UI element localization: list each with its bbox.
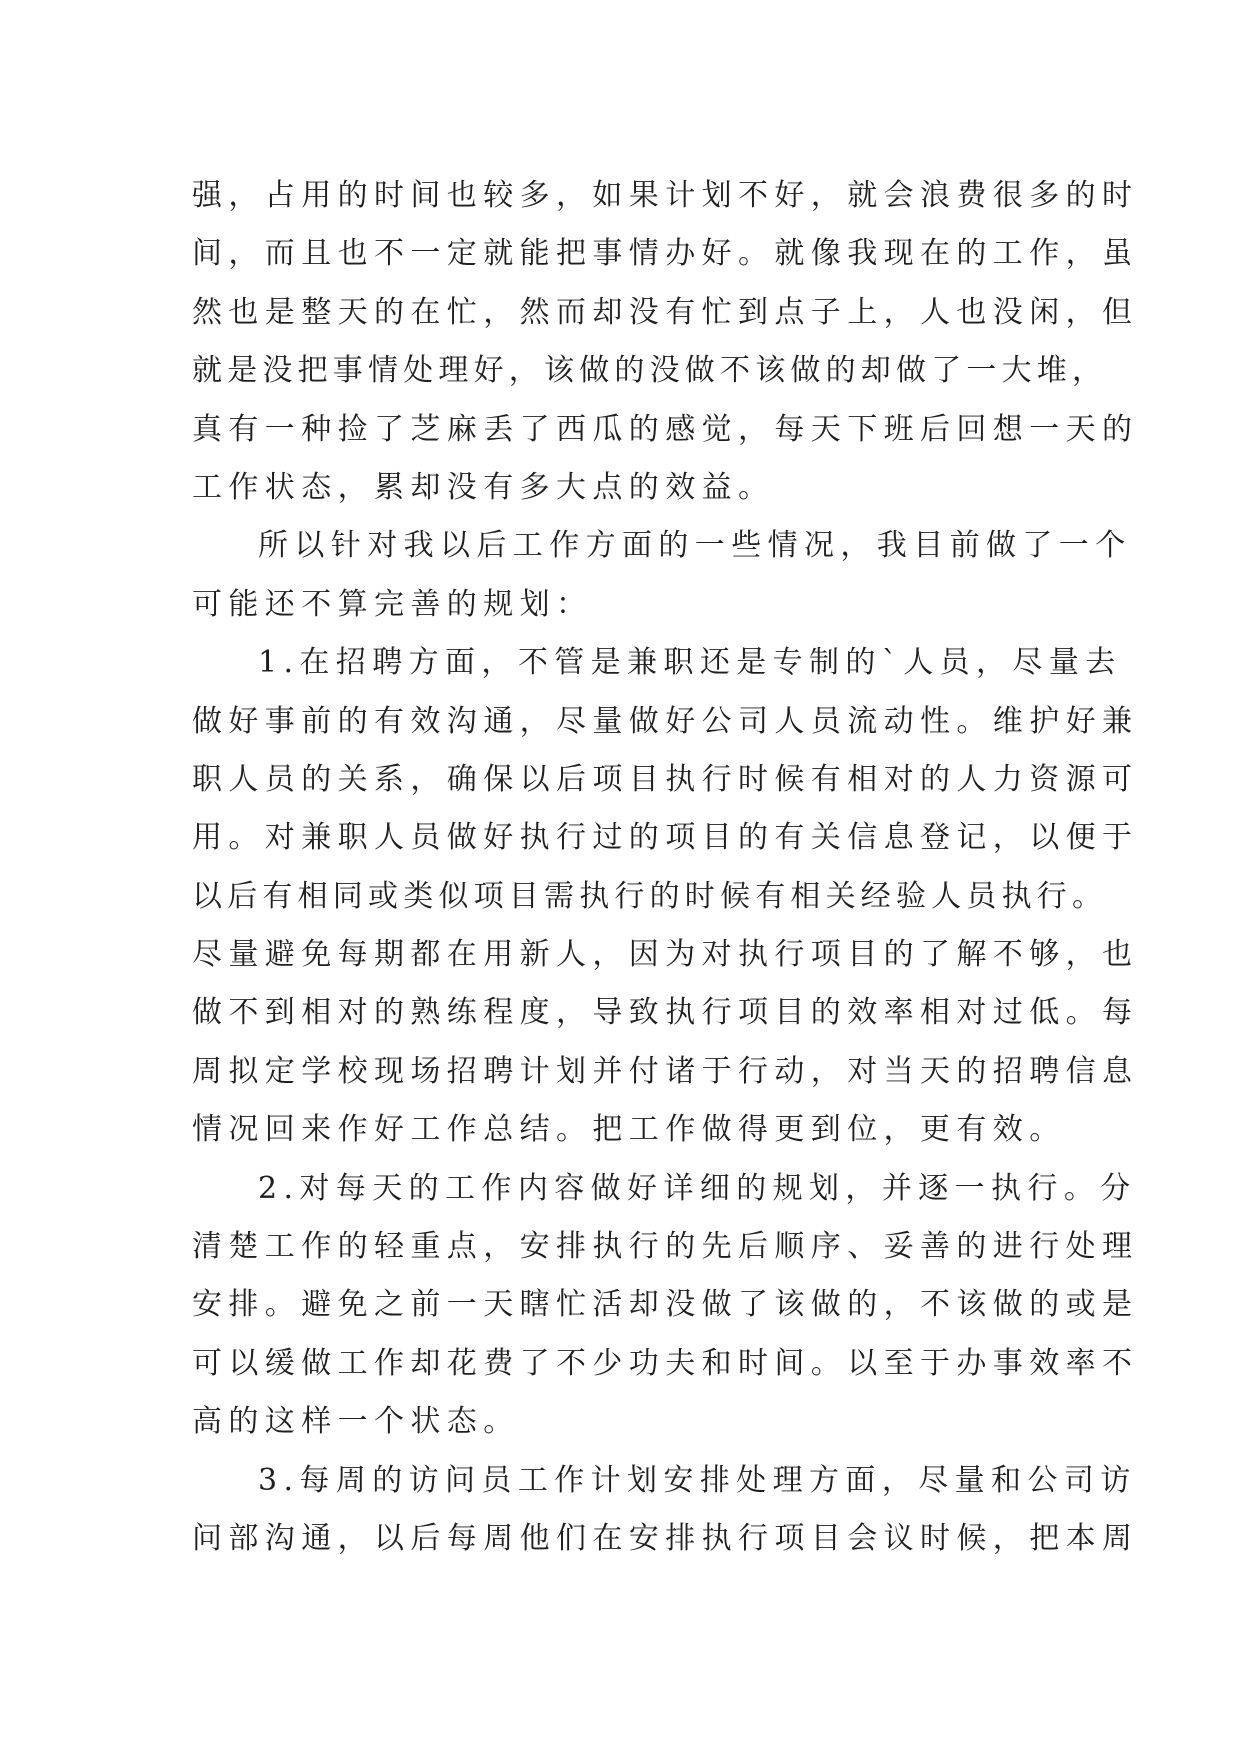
text-line: 可以缓做工作却花费了不少功夫和时间。以至于办事效率不 bbox=[192, 1345, 1139, 1381]
text-line: 可能还不算完善的规划： bbox=[192, 586, 593, 622]
text-line: 强，占用的时间也较多，如果计划不好，就会浪费很多的时 bbox=[192, 178, 1139, 213]
text-line: 工作状态，累却没有多大点的效益。 bbox=[192, 469, 775, 505]
text-line: 尽量避免每期都在用新人，因为对执行项目的了解不够，也 bbox=[192, 937, 1139, 973]
text-line: 周拟定学校现场招聘计划并付诸于行动，对当天的招聘信息 bbox=[192, 1053, 1139, 1089]
text-line: 高的这样一个状态。 bbox=[192, 1404, 520, 1440]
text-line: 然也是整天的在忙，然而却没有忙到点子上，人也没闲，但 bbox=[192, 294, 1139, 330]
text-line: 间，而且也不一定就能把事情办好。就像我现在的工作，虽 bbox=[192, 236, 1139, 272]
text-line: 职人员的关系，确保以后项目执行时候有相对的人力资源可 bbox=[192, 761, 1139, 797]
text-line: 真有一种捡了芝麻丢了西瓜的感觉，每天下班后回想一天的 bbox=[192, 411, 1139, 447]
text-line: 做不到相对的熟练程度，导致执行项目的效率相对过低。每 bbox=[192, 995, 1139, 1031]
text-line: 以后有相同或类似项目需执行的时候有相关经验人员执行。 bbox=[192, 878, 1108, 914]
text-line: 问部沟通，以后每周他们在安排执行项目会议时候，把本周 bbox=[192, 1520, 1139, 1556]
text-line: 情况回来作好工作总结。把工作做得更到位，更有效。 bbox=[192, 1112, 1066, 1148]
text-line: 就是没把事情处理好，该做的没做不该做的却做了一大堆， bbox=[192, 353, 1108, 389]
text-line: 做好事前的有效沟通，尽量做好公司人员流动性。维护好兼 bbox=[192, 703, 1139, 739]
text-line: 用。对兼职人员做好执行过的项目的有关信息登记，以便于 bbox=[192, 820, 1139, 856]
text-line: 安排。避免之前一天瞎忙活却没做了该做的，不该做的或是 bbox=[192, 1287, 1139, 1323]
list-item-2-first-line: 2.对每天的工作内容做好详细的规划，并逐一执行。分 bbox=[258, 1170, 1137, 1206]
paragraph-first-line: 所以针对我以后工作方面的一些情况，我目前做了一个 bbox=[258, 528, 1132, 564]
body-text bbox=[192, 167, 1139, 1568]
text-line: 清楚工作的轻重点，安排执行的先后顺序、妥善的进行处理 bbox=[192, 1229, 1139, 1265]
list-item-3-first-line: 3.每周的访问员工作计划安排处理方面，尽量和公司访 bbox=[258, 1462, 1137, 1498]
list-item-1-first-line: 1.在招聘方面，不管是兼职还是专制的`人员，尽量去 bbox=[258, 645, 1122, 681]
